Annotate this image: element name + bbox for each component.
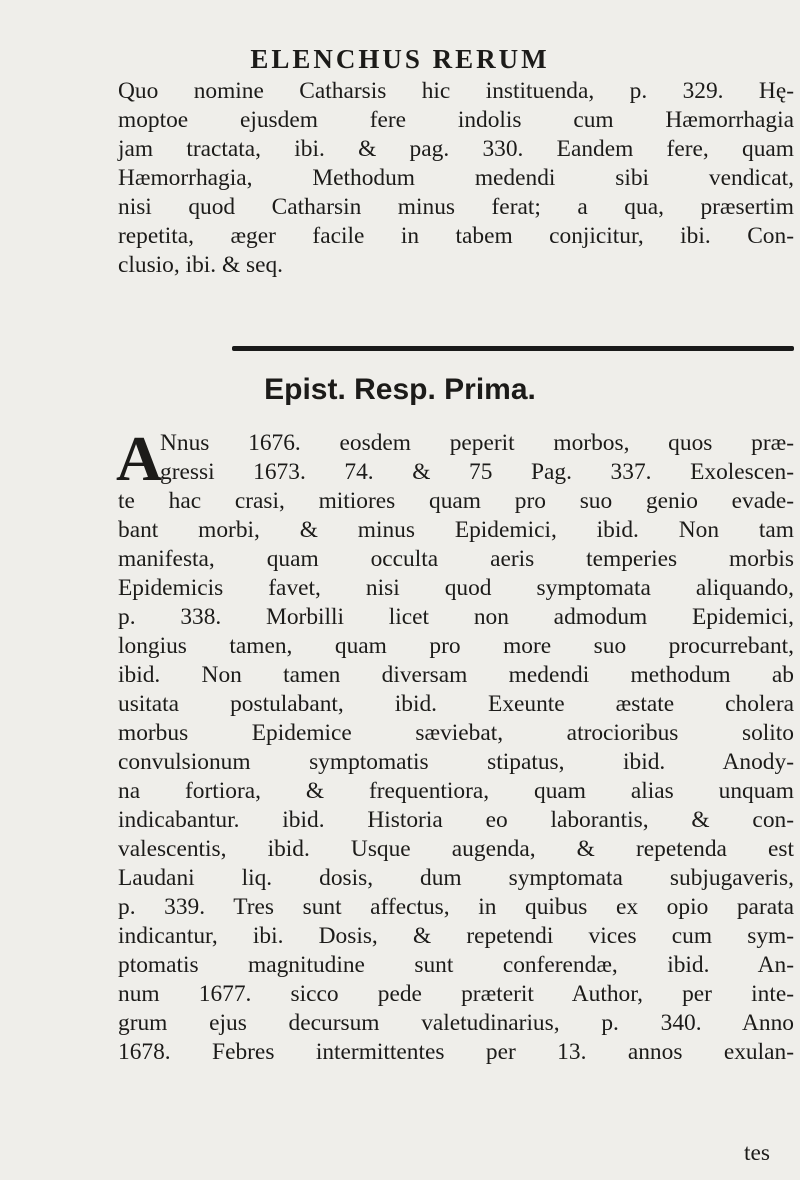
text-line: gressi 1673. 74. & 75 Pag. 337. Exolescen- [160,459,794,485]
drop-cap: A [116,423,163,494]
text-line: ptomatis magnitudine sunt conferendæ, ibid. An- [118,952,794,978]
text-line: valescentis, ibid. Usque augenda, & repetenda est [118,836,794,862]
text-line: p. 338. Morbilli licet non admodum Epidemici, [118,604,794,630]
text-line: Laudani liq. dosis, dum symptomata subjugaveris, [118,865,794,891]
text-line: num 1677. sicco pede præterit Author, per inte- [118,981,794,1007]
section-divider [232,346,794,351]
paragraph-1 [118,77,794,280]
catchword: tes [744,1140,770,1166]
text-line: 1678. Febres intermittentes per 13. annos exulan- [118,1039,794,1065]
text-line: Hæmorrhagia, Methodum medendi sibi vendicat, [118,165,794,191]
text-line: indicantur, ibi. Dosis, & repetendi vices cum sym- [118,923,794,949]
text-line: nisi quod Catharsin minus ferat; a qua, præsertim [118,194,794,220]
text-line: convulsionum symptomatis stipatus, ibid. Anody- [118,749,794,775]
text-line: jam tractata, ibi. & pag. 330. Eandem fere, quam [118,136,794,162]
text-line: Epidemicis favet, nisi quod symptomata aliquando, [118,575,794,601]
text-line: te hac crasi, mitiores quam pro suo genio evade- [118,488,794,514]
text-line: clusio, ibi. & seq. [118,252,284,278]
text-line: usitata postulabant, ibid. Exeunte æstate cholera [118,691,794,717]
text-line: longius tamen, quam pro more suo procurrebant, [118,633,794,659]
text-line: Quo nomine Catharsis hic instituenda, p. 329. Hę- [118,78,794,104]
text-line: manifesta, quam occulta aeris temperies morbis [118,546,794,572]
text-line: morbus Epidemice sæviebat, atrocioribus solito [118,720,794,746]
text-line: indicabantur. ibid. Historia eo laborantis, & con- [118,807,794,833]
running-head: ELENCHUS RERUM [250,44,550,74]
paragraph-2 [116,423,794,1067]
text-line: repetita, æger facile in tabem conjicitur, ibi. Con- [118,223,794,249]
text-line: p. 339. Tres sunt affectus, in quibus ex opio parata [118,894,794,920]
text-line: ibid. Non tamen diversam medendi methodum ab [118,662,794,688]
section-heading: Epist. Resp. Prima. [264,373,536,406]
text-line: na fortiora, & frequentiora, quam alias unquam [118,778,794,804]
text-line: Nnus 1676. eosdem peperit morbos, quos præ- [160,430,794,456]
text-line: grum ejus decursum valetudinarius, p. 340. Anno [118,1010,794,1036]
text-line: bant morbi, & minus Epidemici, ibid. Non tam [118,517,794,543]
text-line: moptoe ejusdem fere indolis cum Hæmorrhagia [118,107,794,133]
